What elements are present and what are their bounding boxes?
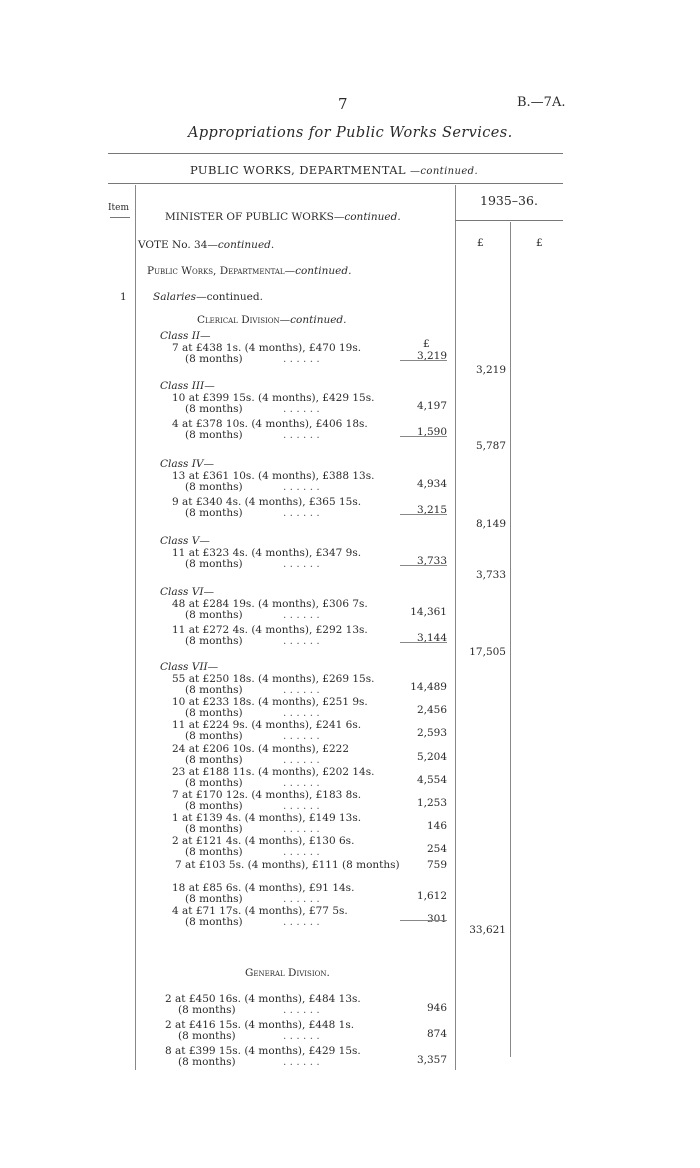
leader-dots: . . . . . .: [283, 1030, 320, 1042]
item-column-divider: [135, 185, 136, 1070]
entry-period-line: (8 months): [185, 776, 243, 789]
subtotal-rule: [400, 360, 447, 361]
line-amount: 14,361: [410, 606, 447, 618]
header-rule: [108, 183, 563, 184]
line-amount: 759: [426, 858, 447, 871]
section-heading-text: PUBLIC WORKS, DEPARTMENTAL: [190, 163, 406, 177]
leader-dots: . . . . . .: [283, 684, 320, 696]
entry-period-line: (8 months): [185, 707, 243, 720]
page-number: 7: [338, 95, 348, 113]
class-label: Class VII—: [160, 661, 219, 673]
line-amount: 3,219: [416, 350, 447, 362]
section-heading: [190, 163, 478, 177]
class-label: Class III—: [160, 380, 215, 392]
year-header-rule: [455, 220, 563, 221]
general-rate-line: 2 at £450 16s. (4 months), £484 13s.: [165, 993, 361, 1005]
subvote-text: Public Works, Departmental: [147, 265, 285, 277]
leader-dots: . . . . . .: [283, 481, 320, 493]
subvote-cont: —continued.: [284, 265, 352, 277]
entry-rate-line: 10 at £233 18s. (4 months), £251 9s.: [172, 696, 368, 709]
class-total: 8,149: [475, 518, 506, 530]
general-amount: 3,357: [416, 1054, 447, 1066]
clerical-division-heading: [197, 314, 347, 326]
class-label: Class II—: [160, 330, 211, 342]
clerical-text: Clerical Division: [197, 314, 280, 326]
line-amount: 1,590: [416, 426, 447, 438]
leader-dots: . . . . . .: [283, 823, 320, 836]
line-amount: 146: [426, 820, 447, 833]
class-total: 3,733: [475, 569, 506, 581]
item-column-header: Item: [108, 203, 130, 213]
entry-rate-line: 2 at £121 4s. (4 months), £130 6s.: [172, 835, 355, 848]
subtotal-rule: [400, 514, 447, 515]
entry-rate-line: 7 at £438 1s. (4 months), £470 19s.: [172, 342, 362, 354]
leader-dots: . . . . . .: [283, 846, 320, 859]
line-amount: 2,593: [416, 727, 447, 740]
entry-period-line: (8 months): [185, 800, 243, 812]
line-amount: 14,489: [410, 681, 447, 693]
entry-rate-line: 4 at £71 17s. (4 months), £77 5s.: [172, 905, 348, 917]
entry-rate-line: 4 at £378 10s. (4 months), £406 18s.: [172, 418, 368, 430]
line-amount: 301: [426, 913, 447, 925]
top-rule: [108, 153, 563, 154]
entry-period-line: (8 months): [185, 846, 243, 859]
leader-dots: . . . . . .: [283, 892, 320, 905]
line-amount: 4,554: [416, 773, 447, 786]
leader-dots: . . . . . .: [283, 1004, 320, 1016]
vote-heading: [138, 239, 274, 251]
minister-cont: —continued.: [333, 211, 401, 223]
general-amount: 946: [426, 1002, 447, 1014]
year-column-divider: [510, 222, 511, 1057]
line-amount: 3,215: [416, 504, 447, 516]
leader-dots: . . . . . .: [283, 707, 320, 720]
entry-period-line: (8 months): [185, 429, 243, 441]
general-period-line: (8 months): [178, 1030, 236, 1042]
general-rate-line: 2 at £416 15s. (4 months), £448 1s.: [165, 1019, 355, 1031]
line-amount: 4,197: [416, 400, 447, 412]
subvote-heading: [147, 265, 351, 277]
document-reference: B.—7A.: [517, 95, 566, 110]
clerical-cont: —continued.: [279, 314, 347, 326]
general-text: General Division.: [245, 967, 330, 979]
item-header-underline: [110, 217, 130, 218]
salaries-heading: [153, 291, 263, 303]
page-title: Appropriations for Public Works Services.: [188, 125, 513, 141]
subtotal-rule: [400, 920, 447, 921]
leader-dots: . . . . . .: [283, 429, 320, 441]
vote-text: VOTE No. 34: [138, 239, 208, 251]
line-amount: 254: [426, 843, 447, 856]
entry-rate-line: 11 at £224 9s. (4 months), £241 6s.: [172, 719, 362, 732]
pound-sign-col2: £: [536, 237, 543, 249]
line-amount: 3,144: [416, 632, 447, 644]
line-amount: 1,253: [416, 797, 447, 809]
amount-column-divider: [455, 185, 456, 1070]
entry-period-line: (8 months): [185, 916, 243, 928]
line-amount: 4,934: [416, 478, 447, 490]
class-total: 33,621: [469, 924, 506, 937]
entry-rate-line: 23 at £188 11s. (4 months), £202 14s.: [172, 765, 375, 778]
line-amount: 2,456: [416, 704, 447, 717]
pound-sign-amount: £: [423, 338, 430, 350]
entry-rate-line: 10 at £399 15s. (4 months), £429 15s.: [172, 392, 375, 404]
entry-period-line: (8 months): [185, 730, 243, 743]
general-amount: 874: [426, 1028, 447, 1040]
leader-dots: . . . . . .: [283, 800, 320, 812]
entry-period-line: (8 months): [185, 823, 243, 836]
minister-heading: [165, 211, 401, 223]
entry-period-line: (8 months): [185, 753, 243, 766]
subtotal-rule: [400, 436, 447, 437]
leader-dots: . . . . . .: [283, 730, 320, 743]
general-division-heading: [245, 967, 330, 979]
leader-dots: . . . . . .: [283, 558, 320, 570]
general-period-line: (8 months): [178, 1056, 236, 1068]
leader-dots: . . . . . .: [283, 753, 320, 766]
entry-rate-line: 9 at £340 4s. (4 months), £365 15s.: [172, 496, 362, 508]
entry-rate-line: 11 at £323 4s. (4 months), £347 9s.: [172, 547, 362, 559]
entry-period-line: (8 months): [185, 353, 243, 365]
class-total: 3,219: [475, 364, 506, 376]
class-label: Class V—: [160, 535, 210, 547]
entry-rate-line: 48 at £284 19s. (4 months), £306 7s.: [172, 598, 368, 610]
class-label: Class IV—: [160, 458, 214, 470]
leader-dots: . . . . . .: [283, 353, 320, 365]
leader-dots: . . . . . .: [283, 507, 320, 519]
class-label: Class VI—: [160, 586, 214, 598]
entry-period-line: (8 months): [185, 507, 243, 519]
section-heading-cont: —continued.: [410, 166, 479, 177]
class-total: 5,787: [475, 440, 506, 452]
general-rate-line: 8 at £399 15s. (4 months), £429 15s.: [165, 1045, 361, 1057]
entry-period-line: (8 months): [185, 609, 243, 621]
subtotal-rule: [400, 565, 447, 566]
leader-dots: . . . . . .: [283, 916, 320, 928]
leader-dots: . . . . . .: [283, 1056, 320, 1068]
item-number: 1: [120, 291, 127, 303]
entry-rate-line: 13 at £361 10s. (4 months), £388 13s.: [172, 470, 375, 482]
pound-sign-col1: £: [477, 237, 484, 249]
general-period-line: (8 months): [178, 1004, 236, 1016]
entry-rate-line: 18 at £85 6s. (4 months), £91 14s.: [172, 881, 355, 894]
entry-rate-line: 11 at £272 4s. (4 months), £292 13s.: [172, 624, 368, 636]
entry-period-line: (8 months): [185, 635, 243, 647]
entry-rate-line: 7 at £103 5s. (4 months), £111 (8 months): [175, 858, 400, 871]
minister-text: MINISTER OF PUBLIC WORKS: [165, 211, 334, 223]
class-total: 17,505: [469, 646, 506, 658]
entry-period-line: (8 months): [185, 481, 243, 493]
entry-period-line: (8 months): [185, 403, 243, 415]
entry-period-line: (8 months): [185, 892, 243, 905]
entry-rate-line: 1 at £139 4s. (4 months), £149 13s.: [172, 812, 362, 825]
year-column-header: 1935–36.: [480, 193, 538, 208]
leader-dots: . . . . . .: [283, 776, 320, 789]
entry-period-line: (8 months): [185, 684, 243, 696]
leader-dots: . . . . . .: [283, 609, 320, 621]
vote-cont: —continued.: [207, 239, 275, 251]
entry-period-line: (8 months): [185, 558, 243, 570]
entry-rate-line: 7 at £170 12s. (4 months), £183 8s.: [172, 789, 362, 801]
salaries-cont: —continued.: [196, 291, 263, 303]
subtotal-rule: [400, 642, 447, 643]
salaries-text: Salaries: [153, 291, 197, 303]
line-amount: 1,612: [416, 889, 447, 902]
line-amount: 3,733: [416, 555, 447, 567]
leader-dots: . . . . . .: [283, 403, 320, 415]
entry-rate-line: 55 at £250 18s. (4 months), £269 15s.: [172, 673, 375, 685]
entry-rate-line: 24 at £206 10s. (4 months), £222: [172, 742, 350, 755]
leader-dots: . . . . . .: [283, 635, 320, 647]
line-amount: 5,204: [416, 750, 447, 763]
